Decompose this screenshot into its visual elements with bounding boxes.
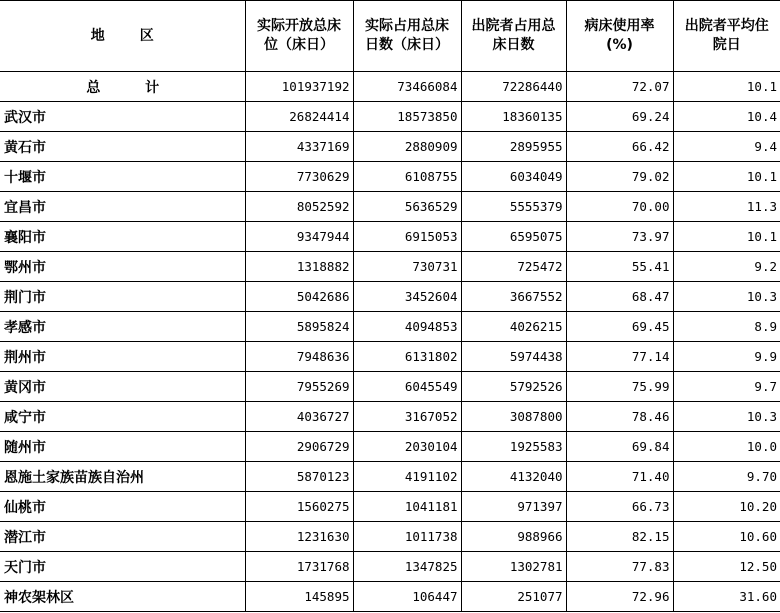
cell-usage-rate: 82.15 (566, 522, 673, 552)
cell-discharged-beds: 18360135 (461, 102, 566, 132)
cell-open-beds: 2906729 (245, 432, 353, 462)
cell-discharged-beds: 251077 (461, 582, 566, 612)
cell-open-beds: 1731768 (245, 552, 353, 582)
cell-open-beds: 5042686 (245, 282, 353, 312)
cell-usage-rate: 78.46 (566, 402, 673, 432)
header-row (0, 1, 780, 72)
cell-usage-rate: 70.00 (566, 192, 673, 222)
cell-occupied-beds: 3167052 (353, 402, 461, 432)
header-usage-rate: 病床使用率(%) (566, 1, 673, 72)
header-avg-stay: 出院者平均住院日 (673, 1, 780, 72)
cell-open-beds: 4036727 (245, 402, 353, 432)
cell-discharged-beds: 1925583 (461, 432, 566, 462)
cell-open-beds: 1318882 (245, 252, 353, 282)
cell-avg-stay: 10.1 (673, 222, 780, 252)
cell-region: 武汉市 (0, 102, 245, 132)
cell-region: 神农架林区 (0, 582, 245, 612)
cell-region: 十堰市 (0, 162, 245, 192)
cell-occupied-beds: 106447 (353, 582, 461, 612)
cell-avg-stay: 10.4 (673, 102, 780, 132)
cell-open-beds: 4337169 (245, 132, 353, 162)
cell-discharged-beds: 5555379 (461, 192, 566, 222)
cell-avg-stay: 9.4 (673, 132, 780, 162)
cell-open-beds: 1231630 (245, 522, 353, 552)
table-row (0, 222, 780, 252)
cell-usage-rate: 71.40 (566, 462, 673, 492)
table-row (0, 192, 780, 222)
cell-region: 咸宁市 (0, 402, 245, 432)
cell-open-beds: 5895824 (245, 312, 353, 342)
cell-usage-rate: 69.24 (566, 102, 673, 132)
table-row (0, 552, 780, 582)
cell-usage-rate: 75.99 (566, 372, 673, 402)
cell-occupied-beds: 6915053 (353, 222, 461, 252)
cell-usage-rate: 72.96 (566, 582, 673, 612)
cell-avg-stay: 10.0 (673, 432, 780, 462)
header-occupied-beds: 实际占用总床日数（床日） (353, 1, 461, 72)
cell-region: 孝感市 (0, 312, 245, 342)
table-row (0, 432, 780, 462)
cell-occupied-beds: 6108755 (353, 162, 461, 192)
cell-occupied-beds: 2880909 (353, 132, 461, 162)
table-row (0, 582, 780, 612)
cell-discharged-beds: 4026215 (461, 312, 566, 342)
cell-avg-stay: 9.9 (673, 342, 780, 372)
cell-discharged-beds: 3667552 (461, 282, 566, 312)
cell-region: 黄石市 (0, 132, 245, 162)
cell-avg-stay: 8.9 (673, 312, 780, 342)
cell-region: 鄂州市 (0, 252, 245, 282)
cell-avg-stay: 9.7 (673, 372, 780, 402)
table-row (0, 522, 780, 552)
cell-discharged-beds: 988966 (461, 522, 566, 552)
cell-usage-rate: 79.02 (566, 162, 673, 192)
cell-discharged-beds: 971397 (461, 492, 566, 522)
table-row (0, 372, 780, 402)
cell-occupied-beds: 6045549 (353, 372, 461, 402)
table-row (0, 162, 780, 192)
cell-open-beds: 7948636 (245, 342, 353, 372)
cell-open-beds: 1560275 (245, 492, 353, 522)
cell-region: 随州市 (0, 432, 245, 462)
cell-open-beds: 8052592 (245, 192, 353, 222)
cell-region: 宜昌市 (0, 192, 245, 222)
cell-usage-rate: 73.97 (566, 222, 673, 252)
table-row (0, 132, 780, 162)
table-row (0, 312, 780, 342)
cell-avg-stay: 10.20 (673, 492, 780, 522)
cell-occupied-beds: 2030104 (353, 432, 461, 462)
table-row (0, 402, 780, 432)
cell-occupied-beds: 1011738 (353, 522, 461, 552)
cell-open-beds: 7955269 (245, 372, 353, 402)
cell-discharged-beds: 6595075 (461, 222, 566, 252)
table-row (0, 102, 780, 132)
cell-avg-stay: 11.3 (673, 192, 780, 222)
cell-occupied-beds: 4191102 (353, 462, 461, 492)
cell-occupied-beds: 730731 (353, 252, 461, 282)
cell-avg-stay: 10.3 (673, 282, 780, 312)
cell-region: 天门市 (0, 552, 245, 582)
cell-usage-rate: 77.83 (566, 552, 673, 582)
cell-usage-rate: 66.73 (566, 492, 673, 522)
table-row (0, 462, 780, 492)
cell-discharged-beds: 72286440 (461, 72, 566, 102)
cell-discharged-beds: 4132040 (461, 462, 566, 492)
table-row (0, 492, 780, 522)
cell-usage-rate: 68.47 (566, 282, 673, 312)
cell-occupied-beds: 18573850 (353, 102, 461, 132)
cell-occupied-beds: 1041181 (353, 492, 461, 522)
cell-region: 荆州市 (0, 342, 245, 372)
cell-open-beds: 26824414 (245, 102, 353, 132)
cell-occupied-beds: 6131802 (353, 342, 461, 372)
cell-region: 潜江市 (0, 522, 245, 552)
cell-usage-rate: 77.14 (566, 342, 673, 372)
cell-region: 仙桃市 (0, 492, 245, 522)
cell-avg-stay: 10.60 (673, 522, 780, 552)
cell-region: 总计 (0, 72, 245, 102)
cell-discharged-beds: 1302781 (461, 552, 566, 582)
total-row (0, 72, 780, 102)
table-row (0, 342, 780, 372)
cell-usage-rate: 69.84 (566, 432, 673, 462)
cell-open-beds: 7730629 (245, 162, 353, 192)
cell-open-beds: 101937192 (245, 72, 353, 102)
cell-discharged-beds: 3087800 (461, 402, 566, 432)
cell-discharged-beds: 5792526 (461, 372, 566, 402)
cell-usage-rate: 55.41 (566, 252, 673, 282)
cell-region: 荆门市 (0, 282, 245, 312)
table-row (0, 282, 780, 312)
header-open-beds: 实际开放总床位（床日） (245, 1, 353, 72)
cell-avg-stay: 31.60 (673, 582, 780, 612)
cell-open-beds: 145895 (245, 582, 353, 612)
cell-region: 襄阳市 (0, 222, 245, 252)
cell-avg-stay: 9.70 (673, 462, 780, 492)
table-body (0, 72, 780, 612)
cell-occupied-beds: 1347825 (353, 552, 461, 582)
cell-usage-rate: 69.45 (566, 312, 673, 342)
header-discharged-beds: 出院者占用总床日数 (461, 1, 566, 72)
cell-discharged-beds: 2895955 (461, 132, 566, 162)
cell-avg-stay: 12.50 (673, 552, 780, 582)
cell-occupied-beds: 5636529 (353, 192, 461, 222)
cell-discharged-beds: 5974438 (461, 342, 566, 372)
cell-avg-stay: 10.3 (673, 402, 780, 432)
cell-region: 黄冈市 (0, 372, 245, 402)
cell-usage-rate: 72.07 (566, 72, 673, 102)
header-region: 地区 (0, 1, 245, 72)
cell-avg-stay: 9.2 (673, 252, 780, 282)
cell-discharged-beds: 6034049 (461, 162, 566, 192)
cell-avg-stay: 10.1 (673, 162, 780, 192)
table-row (0, 252, 780, 282)
cell-discharged-beds: 725472 (461, 252, 566, 282)
cell-usage-rate: 66.42 (566, 132, 673, 162)
cell-open-beds: 5870123 (245, 462, 353, 492)
cell-occupied-beds: 4094853 (353, 312, 461, 342)
cell-occupied-beds: 73466084 (353, 72, 461, 102)
cell-avg-stay: 10.1 (673, 72, 780, 102)
cell-region: 恩施土家族苗族自治州 (0, 462, 245, 492)
cell-open-beds: 9347944 (245, 222, 353, 252)
cell-occupied-beds: 3452604 (353, 282, 461, 312)
